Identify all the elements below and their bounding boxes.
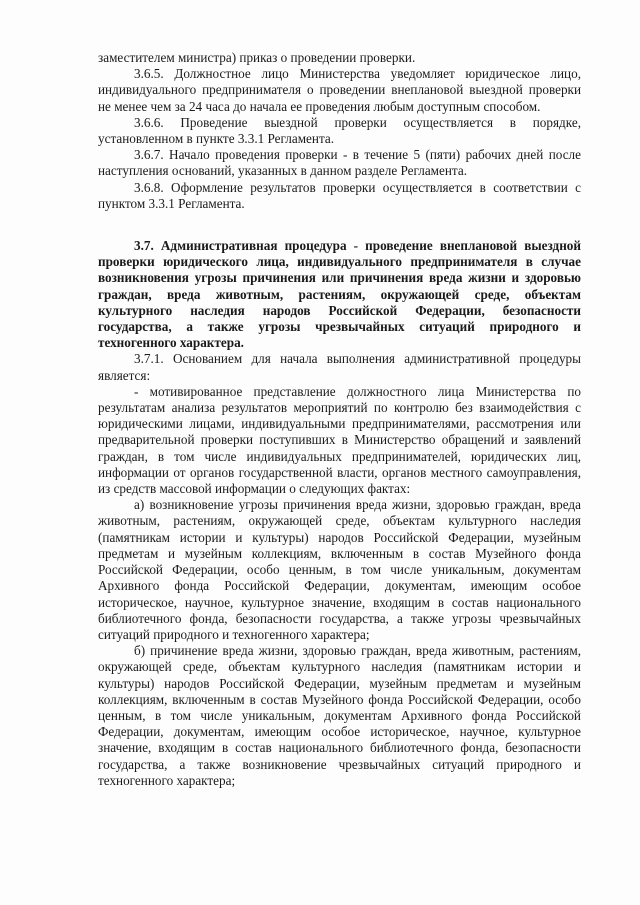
paragraph-item-a: а) возникновение угрозы причинения вреда жизни, здоровью граждан, вреда животным, растениям, окружающей среде, объектам культурного наследия (памятникам истории и культуры) народов Российской Федерации, музейным предметам и музейным коллекциям, включенным в состав Музейного фонда Российской Федерации, особо ценным, в том числе уникальным, документам Архивного фонда Российской Федерации, документам, имеющим особое историческое, научное, культурное значение, входящим в состав национального библиотечного фонда, безопасности государства, а также угрозы чрезвычайных ситуаций природного и техногенного характера;: [98, 497, 581, 642]
paragraph-continuation: заместителем министра) приказ о проведении проверки.: [98, 50, 416, 65]
section-spacer: [98, 212, 581, 238]
paragraph-3-6-6: 3.6.6. Проведение выездной проверки осуществляется в порядке, установленном в пункте 3.3.1 Регламента.: [98, 114, 581, 147]
paragraph-3-6-7: 3.6.7. Начало проведения проверки - в течение 5 (пяти) рабочих дней после наступления оснований, указанных в данном разделе Регламента.: [98, 147, 581, 179]
section-heading-3-7: 3.7. Административная процедура - проведение внеплановой выездной проверки юридического лица, индивидуального предпринимателя в случае возникновения угрозы причинения или причинения вреда жизни и здоровью граждан, вреда животным, растениям, окружающей среде, объектам культурного наследия народов Российской Федерации, безопасности государства, а также угрозы чрезвычайных ситуаций природного и техногенного характера.: [98, 238, 581, 351]
paragraph-3-6-5: 3.6.5. Должностное лицо Министерства уведомляет юридическое лицо, индивидуального предпринимателя о проведении внеплановой выездной проверки не менее чем за 24 часа до начала ее проведения любым доступным способом.: [98, 66, 581, 114]
paragraph-motivated-submission: - мотивированное представление должностного лица Министерства по результатам анализа результатов мероприятий по контролю без взаимодействия с юридическими лицами, индивидуальными предпринимателями, рассмотрения или предварительной проверки поступивших в Министерство обращений и заявлений граждан, в том числе индивидуальных предпринимателей, юридических лиц, информации от органов государственной власти, органов местного самоуправления, из средств массовой информации о следующих фактах:: [98, 383, 581, 497]
paragraph-3-7-1: 3.7.1. Основанием для начала выполнения административной процедуры является:: [98, 351, 581, 383]
document-body: [98, 50, 581, 789]
paragraph-3-6-8: 3.6.8. Оформление результатов проверки осуществляется в соответствии с пунктом 3.3.1 Регламента.: [98, 179, 581, 211]
paragraph-item-b: б) причинение вреда жизни, здоровью граждан, вреда животным, растениям, окружающей среде, объектам культурного наследия (памятникам истории и культуры) народов Российской Федерации, музейным предметам и музейным коллекциям, включенным в состав Музейного фонда Российской Федерации, особо ценным, в том числе уникальным, документам Архивного фонда Российской Федерации, документам, имеющим особое историческое, научное, культурное значение, входящим в состав национального библиотечного фонда, безопасности государства, а также возникновение чрезвычайных ситуаций природного и техногенного характера;: [98, 643, 581, 788]
